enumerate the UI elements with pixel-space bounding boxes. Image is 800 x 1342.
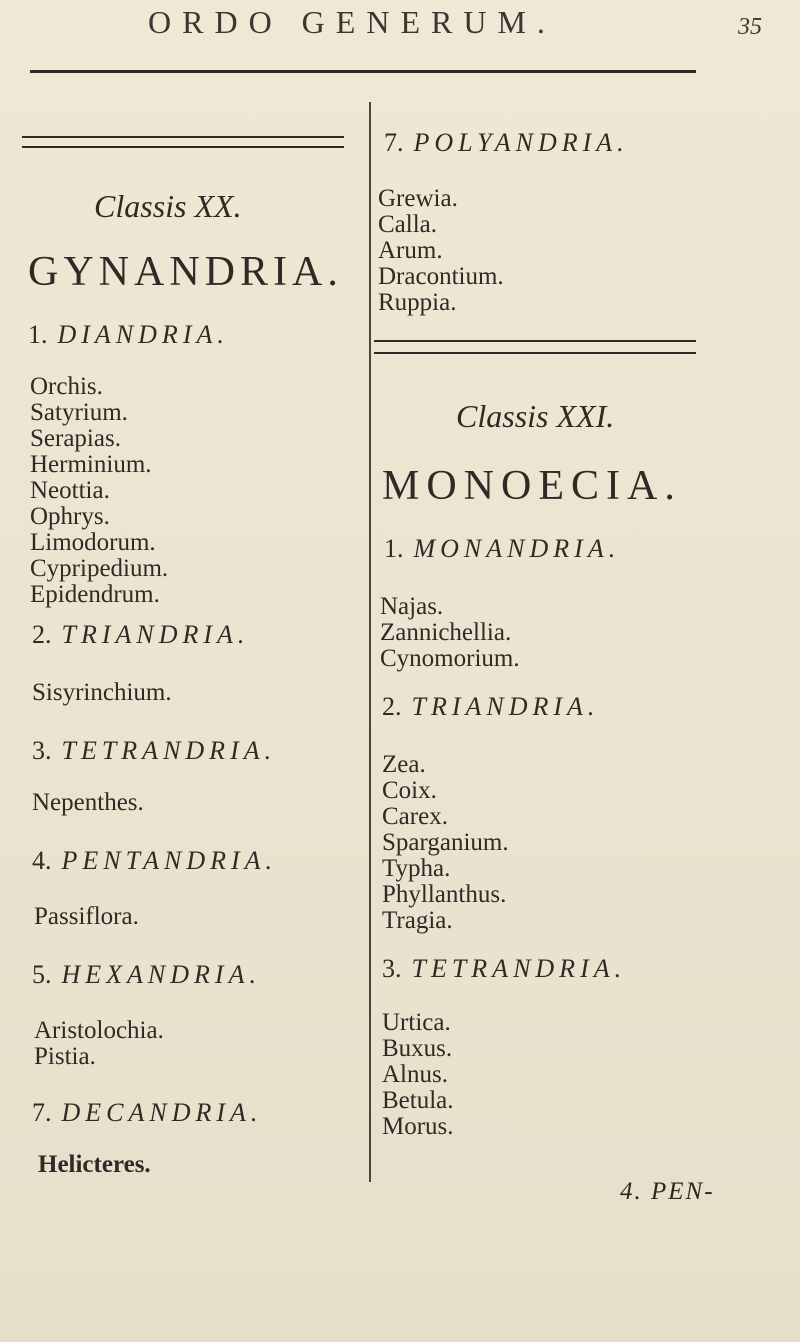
genus-name: Sisyrinchium. bbox=[32, 679, 172, 706]
class-heading-xxi: Classis XXI. bbox=[456, 398, 615, 434]
order-name: POLYANDRIA. bbox=[413, 128, 629, 157]
header-rule bbox=[30, 70, 696, 73]
genus-name: Epidendrum. bbox=[30, 581, 160, 608]
genus-name: Zannichellia. bbox=[380, 619, 512, 646]
order-number: 7. bbox=[32, 1098, 52, 1127]
genus-name: Ruppia. bbox=[378, 289, 457, 316]
order-heading bbox=[32, 620, 249, 650]
genus-name: Cynomorium. bbox=[380, 645, 520, 672]
genus-list bbox=[34, 1018, 164, 1070]
order-heading bbox=[382, 692, 599, 722]
order-name: TETRANDRIA. bbox=[61, 736, 277, 765]
genus-list bbox=[380, 594, 520, 672]
order-number: 4. bbox=[32, 846, 52, 875]
genus-name: Neottia. bbox=[30, 477, 110, 504]
order-number: 5. bbox=[32, 960, 52, 989]
order-name: TRIANDRIA. bbox=[61, 620, 250, 649]
order-number: 1. bbox=[28, 320, 48, 349]
order-heading bbox=[384, 534, 620, 564]
order-number: 2. bbox=[382, 692, 402, 721]
genus-name: Grewia. bbox=[378, 185, 458, 212]
class-name-gynandria: GYNANDRIA. bbox=[28, 249, 343, 295]
genus-name: Tragia. bbox=[382, 907, 453, 934]
page-number: 35 bbox=[738, 14, 762, 40]
order-name: DIANDRIA. bbox=[57, 320, 229, 349]
genus-name: Betula. bbox=[382, 1087, 454, 1114]
genus-name: Zea. bbox=[382, 751, 426, 778]
genus-name: Herminium. bbox=[30, 451, 152, 478]
genus-name: Najas. bbox=[380, 593, 444, 620]
column-divider bbox=[369, 102, 371, 1182]
genus-list bbox=[382, 1010, 454, 1140]
order-name: TETRANDRIA. bbox=[411, 954, 627, 983]
genus-name: Sparganium. bbox=[382, 829, 509, 856]
order-number: 3. bbox=[382, 954, 402, 983]
genus-name: Helicteres. bbox=[38, 1151, 151, 1178]
genus-name: Ophrys. bbox=[30, 503, 110, 530]
genus-name: Satyrium. bbox=[30, 399, 128, 426]
order-number: 3. bbox=[32, 736, 52, 765]
order-heading bbox=[32, 846, 277, 876]
class-heading-xx: Classis XX. bbox=[94, 188, 242, 224]
order-name: MONANDRIA. bbox=[413, 534, 621, 563]
order-heading bbox=[32, 960, 261, 990]
genus-name: Buxus. bbox=[382, 1035, 453, 1062]
genus-name: Typha. bbox=[382, 855, 451, 882]
left-ornament-rule bbox=[22, 136, 344, 138]
genus-list bbox=[378, 186, 504, 316]
genus-name: Orchis. bbox=[30, 373, 103, 400]
order-heading bbox=[32, 1098, 262, 1128]
genus-name: Calla. bbox=[378, 211, 438, 238]
order-number: 7. bbox=[384, 128, 404, 157]
order-name: PENTANDRIA. bbox=[61, 846, 278, 875]
genus-name: Alnus. bbox=[382, 1061, 448, 1088]
order-number: 1. bbox=[384, 534, 404, 563]
genus-name: Urtica. bbox=[382, 1009, 451, 1036]
order-heading bbox=[384, 128, 629, 158]
right-ornament-rule bbox=[374, 340, 696, 342]
order-name: TRIANDRIA. bbox=[411, 692, 600, 721]
genus-name: Passiflora. bbox=[34, 903, 139, 930]
right-ornament-rule-lower bbox=[374, 352, 696, 354]
genus-name: Morus. bbox=[382, 1113, 454, 1140]
genus-name: Dracontium. bbox=[378, 263, 504, 290]
order-heading bbox=[32, 736, 276, 766]
order-name: DECANDRIA. bbox=[61, 1098, 263, 1127]
genus-name: Aristolochia. bbox=[34, 1017, 164, 1044]
left-ornament-rule-lower bbox=[22, 146, 344, 148]
order-number: 2. bbox=[32, 620, 52, 649]
genus-name: Arum. bbox=[378, 237, 443, 264]
genus-name: Coix. bbox=[382, 777, 437, 804]
genus-name: Nepenthes. bbox=[32, 789, 144, 816]
running-title: ORDO GENERUM. bbox=[148, 4, 556, 40]
catchword: 4. PEN- bbox=[620, 1178, 715, 1205]
class-name-monoecia: MONOECIA. bbox=[382, 463, 682, 509]
genus-name: Pistia. bbox=[34, 1043, 96, 1070]
genus-list bbox=[30, 374, 168, 608]
genus-name: Serapias. bbox=[30, 425, 121, 452]
genus-name: Cypripedium. bbox=[30, 555, 169, 582]
order-name: HEXANDRIA. bbox=[61, 960, 261, 989]
genus-name: Phyllanthus. bbox=[382, 881, 507, 908]
genus-list bbox=[382, 752, 509, 934]
order-heading bbox=[28, 320, 229, 350]
genus-name: Carex. bbox=[382, 803, 448, 830]
genus-name: Limodorum. bbox=[30, 529, 156, 556]
order-heading bbox=[382, 954, 626, 984]
